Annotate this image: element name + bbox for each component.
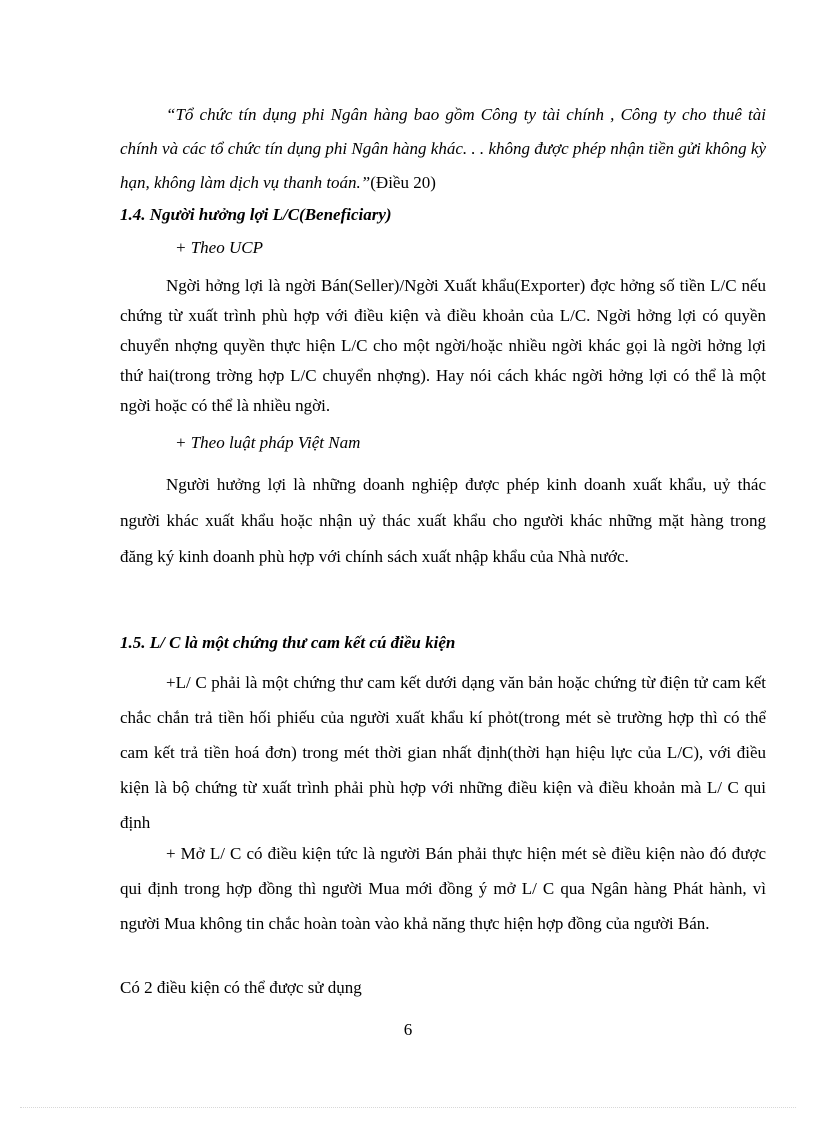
paragraph-ucp: Ngời hởng lợi là ngời Bán(Seller)/Ngời Xuất khẩu(Exporter) đợc hởng số tiền L/C nếu chứng từ xuất trình phù hợp với điều kiện và điều khoản của L/C. Ngời hởng lợi có quyền chuyển nhợng quyền thực hiện L/C cho một ngời/hoặc nhiều ngời khác gọi là ngời hởng lợi thứ hai(trong trờng hợp L/C chuyển nhợng). Hay nói cách khác ngời hởng lợi có thể là một ngời hoặc có thể là nhiều ngời. (120, 276, 766, 415)
paragraph-conditional-1: +L/ C phải là một chứng thư cam kết dưới dạng văn bản hoặc chứng từ điện tử cam kết chắc chắn trả tiền hối phiếu của người xuất khẩu kí phỏt(trong mét sè trường hợp thì có thể cam kết trả tiền hoá đơn) trong mét thời gian nhất định(thời hạn hiệu lực của L/C), với điều kiện là bộ chứng từ xuất trình phải phù hợp với những điều kiện và điều khoản mà L/ C qui định (120, 673, 766, 832)
quote-paragraph (120, 98, 766, 200)
quote-text: “Tổ chức tín dụng phi Ngân hàng bao gồm Công ty tài chính , Công ty cho thuê tài chính và các tổ chức tín dụng phi Ngân hàng khác. . . không được phép nhận tiền gửi không kỳ hạn, không làm dịch vụ thanh toán.” (120, 105, 766, 192)
heading-beneficiary: 1.4. Người hưởng lợi L/C(Beneficiary) (120, 205, 392, 224)
page-bottom-divider (20, 1107, 796, 1108)
heading-conditional-lc: 1.5. L/ C là một chứng thư cam kết cú điều kiện (120, 633, 456, 652)
quote-source: (Điều 20) (370, 173, 436, 192)
paragraph-conditional-2: + Mở L/ C có điều kiện tức là người Bán phải thực hiện mét sè điều kiện nào đó được qui định trong hợp đồng thì người Mua mới đồng ý mở L/ C qua Ngân hàng Phát hành, vì người Mua không tin chắc hoàn toàn vào khả năng thực hiện hợp đồng của người Bán. (120, 844, 766, 933)
page-number: 6 (403, 1020, 413, 1039)
subheading-vietnam-law: + Theo luật pháp Việt Nam (175, 433, 361, 452)
subheading-ucp: + Theo UCP (175, 238, 263, 257)
paragraph-conditions-intro: Có 2 điều kiện có thể được sử dụng (120, 978, 362, 997)
paragraph-vietnam-law: Người hưởng lợi là những doanh nghiệp được phép kinh doanh xuất khẩu, uỷ thác người khác xuất khẩu hoặc nhận uỷ thác xuất khẩu cho người khác những mặt hàng trong đăng ký kinh doanh phù hợp với chính sách xuất nhập khẩu của Nhà nước. (120, 475, 766, 566)
